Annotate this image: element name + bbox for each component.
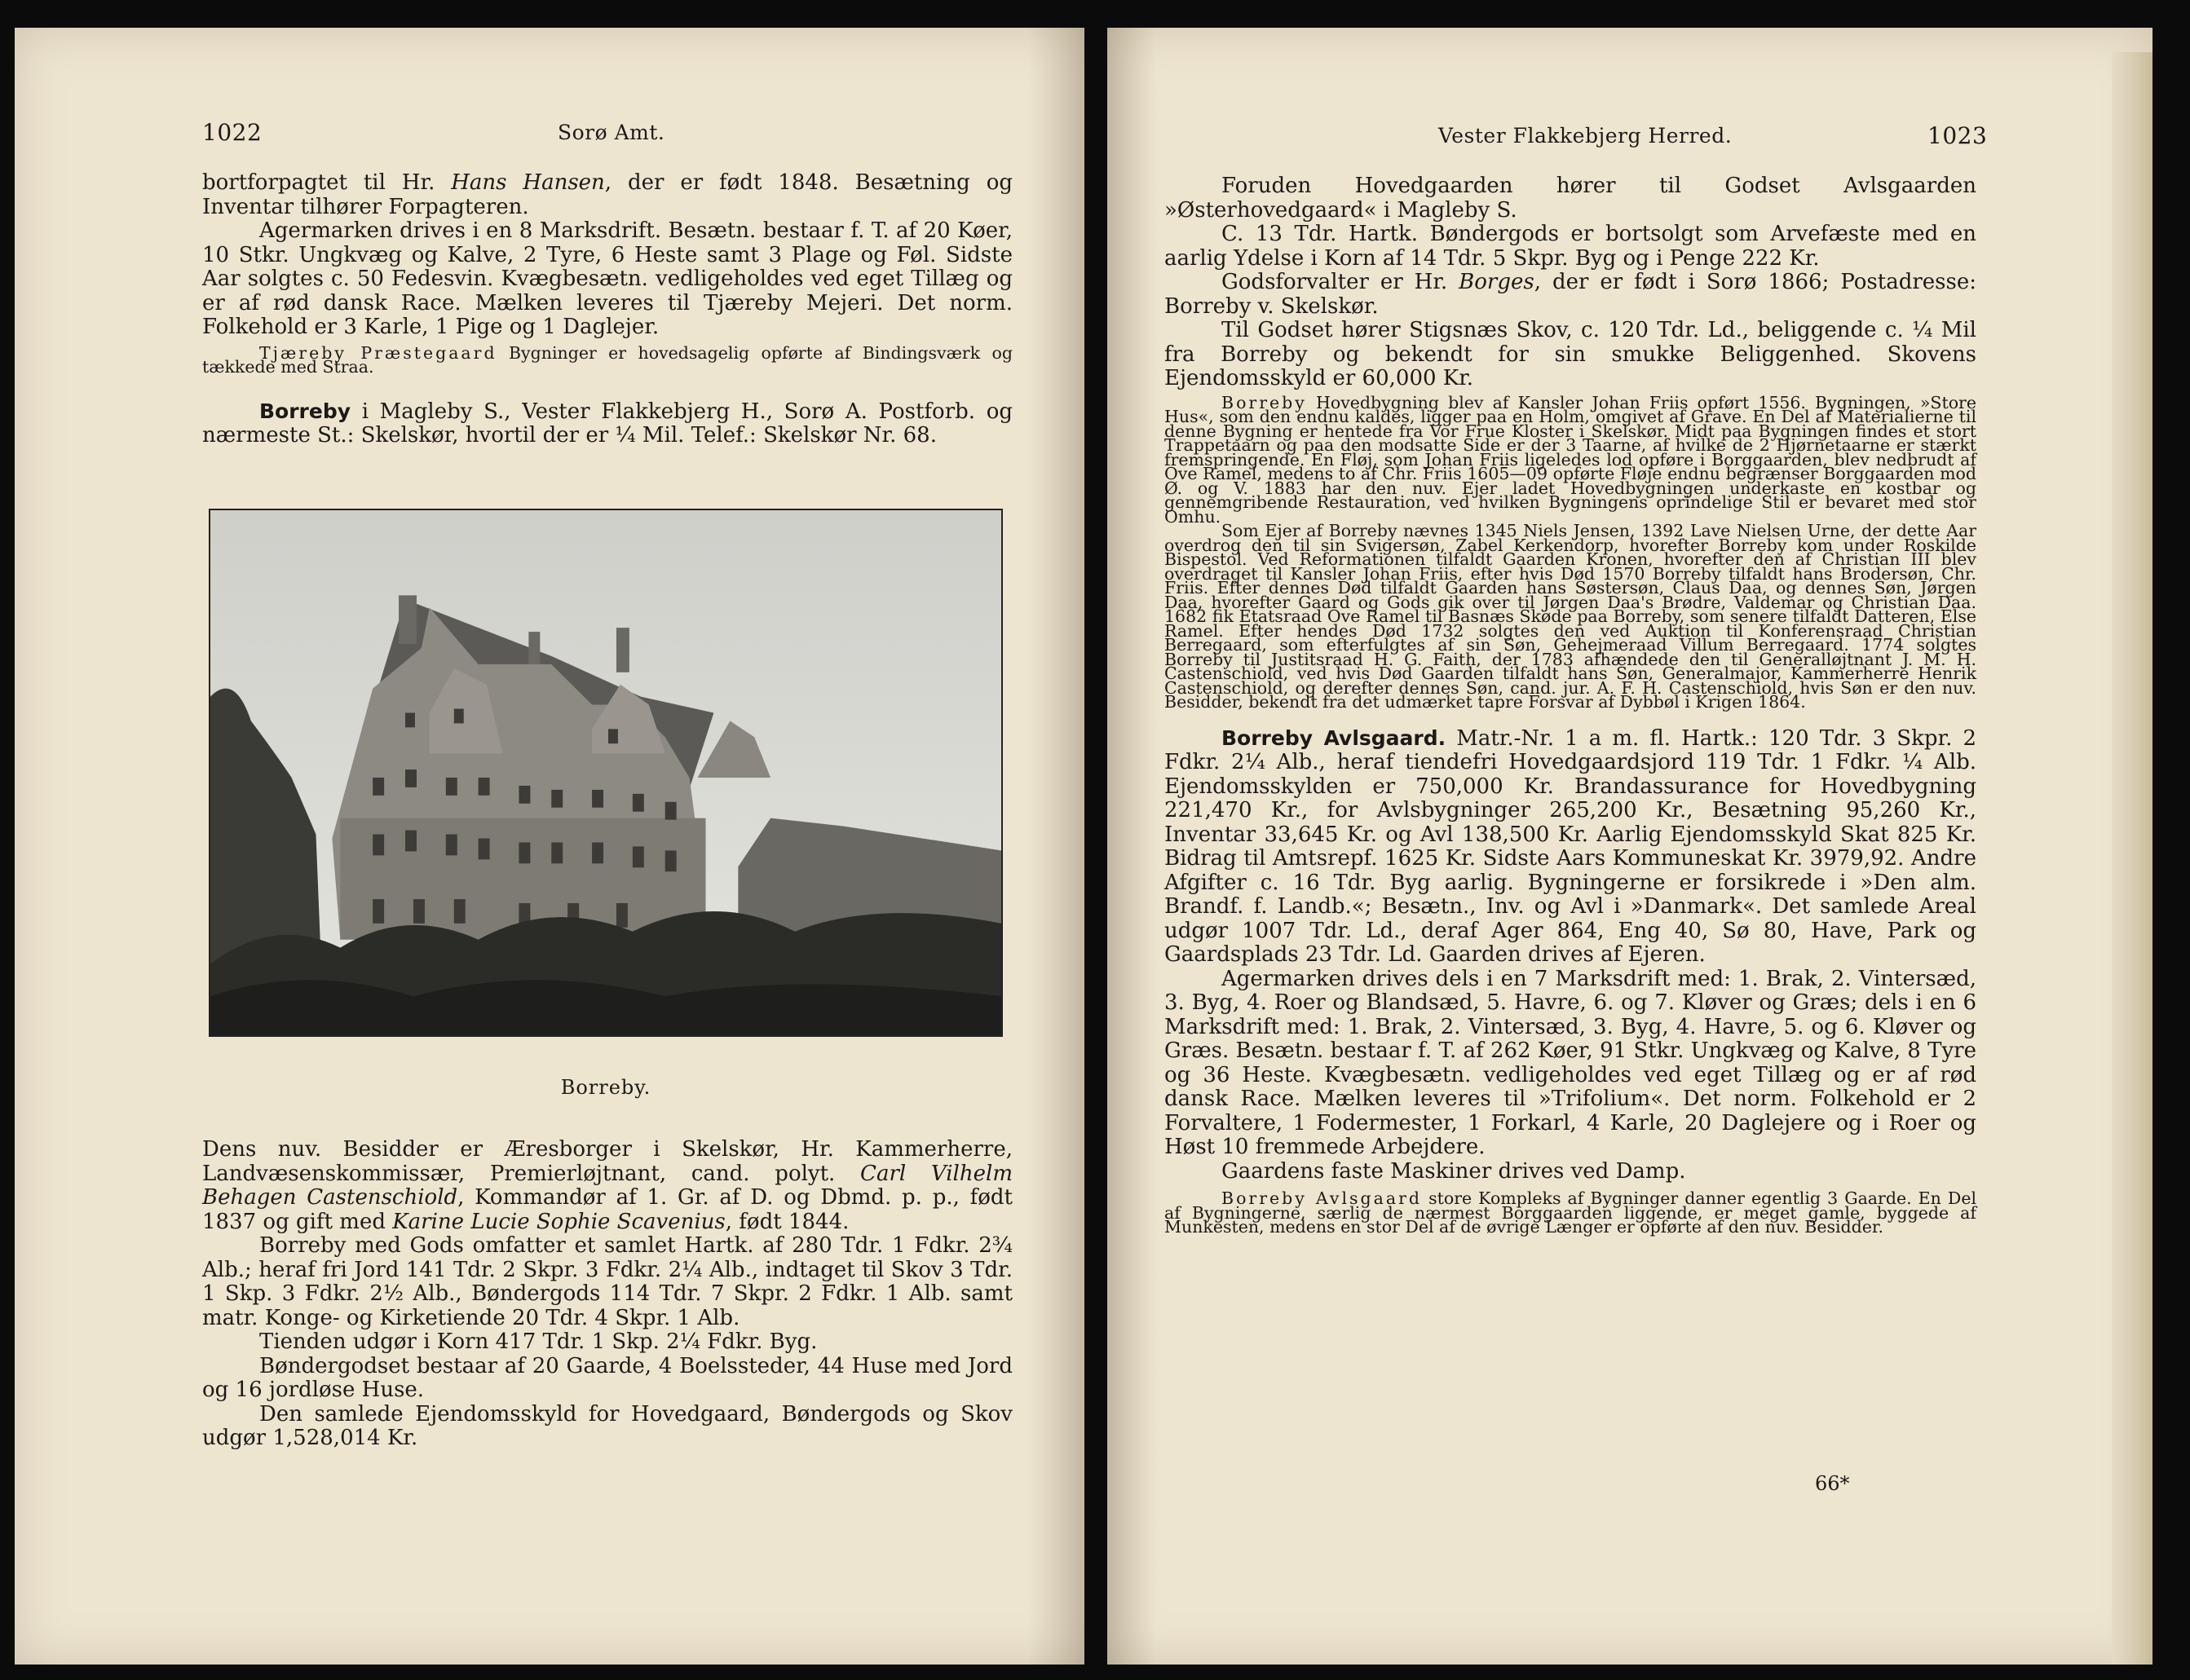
- paragraph: Foruden Hovedgaarden hører til Godset Avlsgaarden »Østerhovedgaard« i Magleby S.: [1164, 174, 1976, 223]
- paragraph: bortforpagtet til Hr. Hans Hansen, der er født 1848. Besætning og Inventar tilhører Forpagteren.: [202, 170, 1013, 219]
- gutter-shadow: [1107, 28, 1156, 1665]
- signature-mark: 66*: [1815, 1472, 1850, 1495]
- paragraph: Den samlede Ejendomsskyld for Hovedgaard, Bøndergods og Skov udgør 1,528,014 Kr.: [202, 1401, 1013, 1450]
- small-note: Som Ejer af Borreby nævnes 1345 Niels Jensen, 1392 Lave Nielsen Urne, der dette Aar overdrog den til sin Svigersøn, Zabel Kerkendorp, hvorefter Borreby kom under Roskilde Bispestol. Ved Reformationen tilfaldt Gaarden Kronen, hvorefter den af Christian III blev overdraget til Kansler Johan Friis, efter hvis Død 1570 Borreby tilfaldt hans Brodersøn, Chr. Friis. Efter dennes Død tilfaldt Gaarden hans Søstersøn, Claus Daa, og dennes Søn, Jørgen Daa, hvorefter Gaard og Gods gik over til Jørgen Daa's Brødre, Valdemar og Christian Daa. 1682 fik Etatsraad Ove Ramel til Basnæs Skøde paa Borreby, som senere tilfaldt Datteren, Else Ramel. Efter hendes Død 1732 solgtes den ved Auktion til Konferensraad Christian Berregaard, som efterfulgtes af sin Søn, Gehejmeraad Villum Berregaard. 1774 solgtes Borreby til Justitsraad H. G. Faith, der 1783 afhændede den til Generalløjtnant J. M. H. Castenschiold, ved hvis Død Gaarden tilfaldt hans Søn, Generalmajor, Kammerherre Henrik Castenschiold, og derefter dennes Søn, cand. jur. A. F. H. Castenschiold, hvis Søn er den nuv. Besidder, bekendt fra det udmærket tapre Forsvar af Dybbøl i Krigen 1864.: [1164, 521, 1976, 712]
- paragraph: Agermarken drives dels i en 7 Marksdrift med: 1. Brak, 2. Vintersæd, 3. Byg, 4. Roer og Blandsæd, 5. Havre, 6. og 7. Kløver og Græs; dels i en 6 Marksdrift med: 1. Brak, 2. Vintersæd, 3. Byg, 4. Havre, 5. og 6. Kløver og Græs. Besætn. bestaar f. T. af 262 Køer, 91 Stkr. Ungkvæg og Kalve, 8 Tyre og 36 Heste. Kvægbesætn. vedligeholdes ved eget Tillæg og er af rød dansk Race. Mælken leveres til »Trifolium«. Det norm. Folkehold er 2 Forvaltere, 1 Fodermester, 1 Forkarl, 4 Karle, 20 Daglejere og i Roer og Høst 10 fremmede Arbejdere.: [1164, 966, 1976, 1159]
- borreby-photo: [209, 509, 1003, 1037]
- photo-caption: Borreby.: [560, 1076, 651, 1099]
- paragraph: Agermarken drives i en 8 Marksdrift. Besætn. bestaar f. T. af 20 Køer, 10 Stkr. Ungkvæg og Kalve, 2 Tyre, 6 Heste samt 3 Plage og Føl. Sidste Aar solgtes c. 50 Fedesvin. Kvægbesætn. vedligeholdes ved eget Tillæg og er af rød dansk Race. Mælken leveres til Tjæreby Mejeri. Det norm. Folkehold er 3 Karle, 1 Pige og 1 Daglejer.: [202, 218, 1013, 339]
- gutter-shadow: [1027, 28, 1084, 1665]
- paragraph: Dens nuv. Besidder er Æresborger i Skelskør, Hr. Kammerherre, Landvæsenskommissær, Premierløjtnant, cand. polyt. Carl Vilhelm Behagen Castenschiold, Kommandør af 1. Gr. af D. og Dbmd. p. p., født 1837 og gift med Karine Lucie Sophie Scavenius, født 1844.: [202, 1137, 1013, 1234]
- paragraph: C. 13 Tdr. Hartk. Bøndergods er bortsolgt som Arvefæste med en aarlig Ydelse i Korn af 14 Tdr. 5 Skpr. Byg og i Penge 222 Kr.: [1164, 222, 1976, 271]
- entry-borreby-avlsgaard: Borreby Avlsgaard. Matr.-Nr. 1 a m. fl. Hartk.: 120 Tdr. 3 Skpr. 2 Fdkr. 2¼ Alb., heraf tiendefri Hovedgaardsjord 119 Tdr. 1 Fdkr. ¼ Alb. Ejendomsskylden er 750,000 Kr. Brandassurance for Hovedbygning 221,470 Kr., for Avlsbygninger 265,200 Kr., Besætning 95,260 Kr., Inventar 33,645 Kr. og Avl 138,500 Kr. Aarlig Ejendomsskyld Skat 825 Kr. Bidrag til Amtsrepf. 1625 Kr. Sidste Aars Kommuneskat Kr. 3979,92. Andre Afgifter c. 16 Tdr. Byg aarlig. Bygningerne er forsikrede i »Den alm. Brandf. f. Landb.«; Besætn., Inv. og Avl i »Danmark«. Det samlede Areal udgør 1007 Tdr. Ld., deraf Ager 864, Eng 40, Sø 80, Have, Park og Gaardsplads 23 Tdr. Ld. Gaarden drives af Ejeren.: [1164, 725, 1976, 967]
- paragraph: Godsforvalter er Hr. Borges, der er født i Sorø 1866; Postadresse: Borreby v. Skelskør.: [1164, 270, 1976, 319]
- page-edge: [2112, 52, 2152, 1665]
- running-head: Sorø Amt.: [558, 121, 665, 144]
- paragraph: Til Godset hører Stigsnæs Skov, c. 120 Tdr. Ld., beliggende c. ¼ Mil fra Borreby og bekendt for sin smukke Beliggenhed. Skovens Ejendomsskyld er 60,000 Kr.: [1164, 318, 1976, 390]
- small-note: Tjæreby Præstegaard Bygninger er hovedsagelig opførte af Bindingsværk og tækkede med Straa.: [202, 342, 1013, 377]
- left-page: [15, 28, 1084, 1665]
- page-number: 1022: [202, 119, 263, 146]
- page-number: 1023: [1927, 122, 1988, 149]
- right-text: [1164, 174, 1976, 1235]
- paragraph: Tienden udgør i Korn 417 Tdr. 1 Skp. 2¼ Fdkr. Byg.: [259, 1329, 818, 1354]
- entry-borreby: Borreby i Magleby S., Vester Flakkebjerg H., Sorø A. Postforb. og nærmeste St.: Skelskør, hvortil der er ¼ Mil. Telef.: Skelskør Nr. 68.: [202, 399, 1013, 448]
- castle-photo-image: [210, 510, 1001, 1035]
- small-note: Borreby Avlsgaard store Kompleks af Bygninger danner egentlig 3 Gaarde. En Del af Bygningerne, særlig de nærmest Borggaarden liggende, er meget gamle, byggede af Munkesten, medens en stor Del af de øvrige Længer er opførte af den nuv. Besidder.: [1164, 1188, 1977, 1237]
- left-text-top: [202, 171, 1013, 448]
- paragraph: Bøndergodset bestaar af 20 Gaarde, 4 Boelssteder, 44 Huse med Jord og 16 jordløse Huse.: [202, 1353, 1013, 1402]
- right-page: [1107, 28, 2152, 1665]
- paragraph: Borreby med Gods omfatter et samlet Hartk. af 280 Tdr. 1 Fdkr. 2¾ Alb.; heraf fri Jord 141 Tdr. 2 Skpr. 3 Fdkr. 2¼ Alb., indtaget til Skov 3 Tdr. 1 Skp. 3 Fdkr. 2½ Alb., Bøndergods 114 Tdr. 7 Skpr. 2 Fdkr. 1 Alb. samt matr. Konge- og Kirketiende 20 Tdr. 4 Skpr. 1 Alb.: [202, 1233, 1013, 1330]
- running-head: Vester Flakkebjerg Herred.: [1438, 124, 1733, 148]
- small-note: Borreby Hovedbygning blev af Kansler Johan Friis opført 1556. Bygningen, »Store Hus«, som den endnu kaldes, ligger paa en Holm, omgivet af Grave. En Del af Materialierne til denne Bygning er hentede fra Vor Frue Kloster i Skelskør. Midt paa Bygningen findes et stort Trappetaarn og paa den modsatte Side er der 3 Taarne, af hvilke de 2 Hjørnetaarne er stærkt fremspringende. En Fløj, som Johan Friis ligeledes lod opføre i Borggaarden, blev nedbrudt af Ove Ramel, medens to af Chr. Friis 1605—09 opførte Fløje endnu begrænser Borggaarden mod Ø. og V. 1883 har den nuv. Ejer ladet Hovedbygningen underkaste en kostbar og gennemgribende Restauration, ved hvilken Bygningens oprindelige Stil er bevaret med stor Omhu.: [1164, 392, 1976, 527]
- left-text-bottom: [202, 1138, 1013, 1451]
- paragraph: Gaardens faste Maskiner drives ved Damp.: [1221, 1158, 1686, 1184]
